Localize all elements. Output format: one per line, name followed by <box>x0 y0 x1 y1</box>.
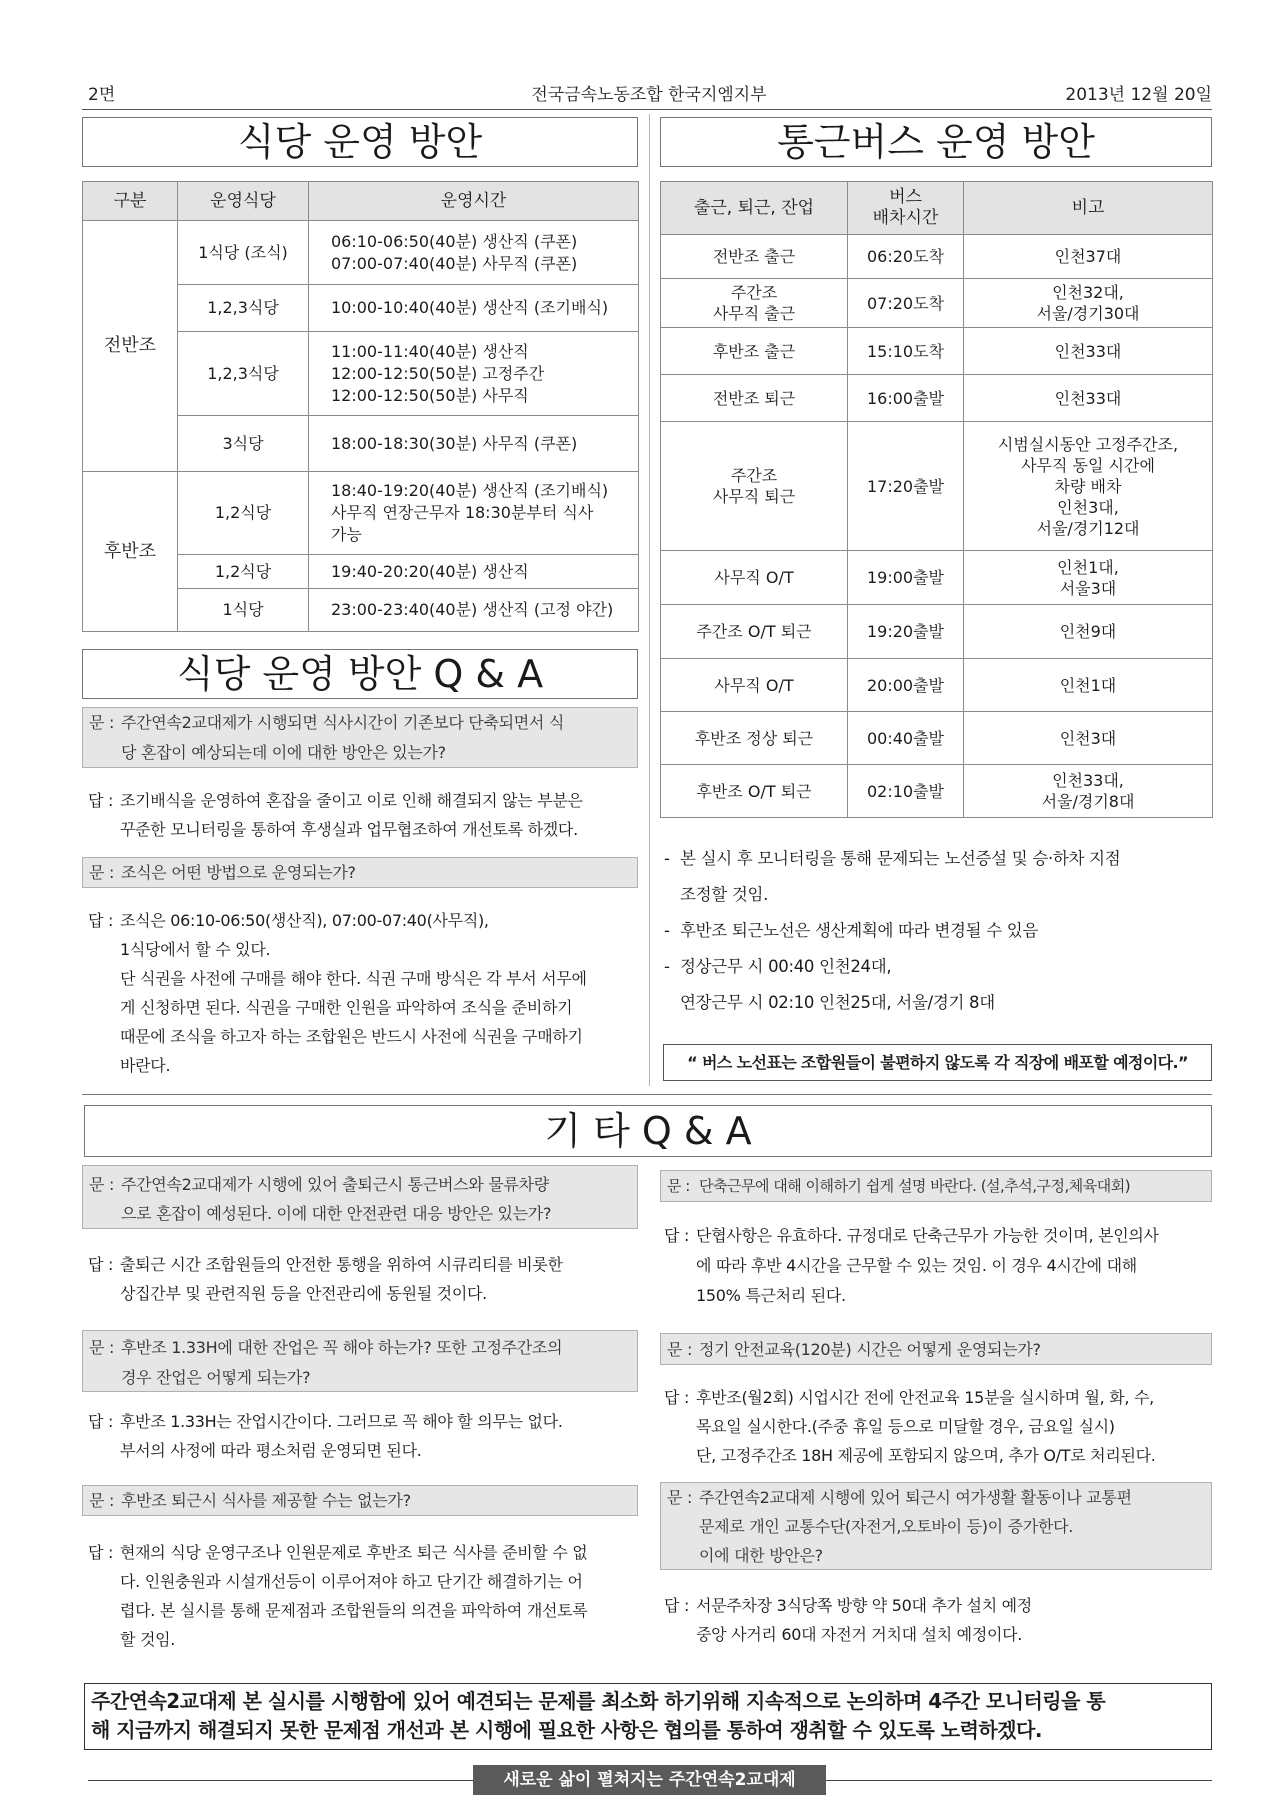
cafeteria-cell: 1,2,3식당 <box>178 332 309 416</box>
bus-section-title: 통근버스 운영 방안 <box>660 117 1212 167</box>
question-label: 문 : <box>667 1488 693 1507</box>
cafeteria-cell: 1,2식당 <box>178 472 309 555</box>
table-row <box>661 235 1213 279</box>
bus-time-cell: 16:00출발 <box>848 375 964 422</box>
trip-cell: 사무직 O/T <box>661 551 848 605</box>
answer-block <box>88 1250 638 1308</box>
question-box <box>660 1170 1212 1202</box>
question-text: 후반조 1.33H에 대한 잔업은 꼭 해야 하는가? 또한 고정주간조의 경우 잔업은 어떻게 되는가? <box>121 1338 563 1387</box>
trip-cell: 주간조 O/T 퇴근 <box>661 605 848 659</box>
bus-time-cell: 06:20도착 <box>848 235 964 279</box>
question-box <box>82 707 638 768</box>
column-header-trip: 출근, 퇴근, 잔업 <box>661 182 848 235</box>
shift-group-cell: 전반조 <box>83 221 178 472</box>
cafeteria-section-title: 식당 운영 방안 <box>82 117 638 167</box>
trip-cell: 주간조 사무직 출근 <box>661 279 848 328</box>
remarks-cell: 시범실시동안 고정주간조, 사무직 동일 시간에 차량 배차 인천3대, 서울/경기12대 <box>964 422 1213 551</box>
table-row <box>83 472 639 555</box>
cafeteria-cell: 3식당 <box>178 416 309 472</box>
answer-label: 답 : <box>88 911 114 930</box>
bus-time-cell: 17:20출발 <box>848 422 964 551</box>
remarks-cell: 인천33대, 서울/경기8대 <box>964 765 1213 818</box>
trip-cell: 주간조 사무직 퇴근 <box>661 422 848 551</box>
table-row <box>661 328 1213 375</box>
conclusion-box: 주간연속2교대제 본 실시를 시행함에 있어 예견되는 문제를 최소화 하기위해 지속적으로 논의하며 4주간 모니터링을 통 해 지금까지 해결되지 못한 문제점 개선과 본 시행에 필요한 사항은 협의를 통하여 쟁취할 수 있도록 노력하겠다. <box>84 1683 1212 1750</box>
note-bullet: - <box>664 957 670 976</box>
question-text: 후반조 퇴근시 식사를 제공할 수는 없는가? <box>121 1491 411 1510</box>
bus-time-cell: 07:20도착 <box>848 279 964 328</box>
note-text: 정상근무 시 00:40 인천24대, 연장근무 시 02:10 인천25대, 서울/경기 8대 <box>680 957 995 1012</box>
trip-cell: 전반조 출근 <box>661 235 848 279</box>
shift-group-cell: 후반조 <box>83 472 178 632</box>
table-row <box>661 279 1213 328</box>
cafeteria-qa-title: 식당 운영 방안 Q & A <box>82 649 638 699</box>
answer-block <box>88 1538 638 1654</box>
answer-block <box>664 1591 1212 1649</box>
trip-cell: 후반조 O/T 퇴근 <box>661 765 848 818</box>
table-header-row <box>83 182 639 221</box>
question-text: 단축근무에 대해 이해하기 쉽게 설명 바란다. (설,추석,구정,체육대회) <box>699 1177 1131 1195</box>
other-qa-title: 기 타 Q & A <box>84 1105 1212 1157</box>
note-bullet: - <box>664 921 670 940</box>
table-header-row <box>661 182 1213 235</box>
publisher-name: 전국금속노동조합 한국지엠지부 <box>531 85 767 105</box>
answer-text: 서문주차장 3식당쪽 방향 약 50대 추가 설치 예정 중앙 사거리 60대 자전거 거치대 설치 예정이다. <box>696 1596 1032 1644</box>
answer-text: 후반조 1.33H는 잔업시간이다. 그러므로 꼭 해야 할 의무는 없다. 부서의 사정에 따라 평소처럼 운영되면 된다. <box>120 1412 563 1460</box>
answer-block <box>88 786 638 844</box>
bus-schedule-table <box>660 181 1213 818</box>
question-label: 문 : <box>89 1338 115 1357</box>
bus-time-cell: 00:40출발 <box>848 712 964 765</box>
column-divider <box>649 114 650 1086</box>
bus-time-cell: 19:00출발 <box>848 551 964 605</box>
remarks-cell: 인천1대 <box>964 659 1213 712</box>
hours-cell: 18:00-18:30(30분) 사무직 (쿠폰) <box>309 416 639 472</box>
hours-cell: 06:10-06:50(40분) 생산직 (쿠폰) 07:00-07:40(40분) 사무직 (쿠폰) <box>309 221 639 285</box>
question-text: 주간연속2교대제가 시행에 있어 출퇴근시 통근버스와 물류차량 으로 혼잡이 예성된다. 이에 대한 안전관련 대응 방안은 있는가? <box>121 1175 552 1223</box>
hours-cell: 10:00-10:40(40분) 생산직 (조기배식) <box>309 285 639 332</box>
column-header-shift: 구분 <box>83 182 178 221</box>
issue-date: 2013년 12월 20일 <box>1065 85 1212 105</box>
question-box <box>82 857 638 888</box>
question-label: 문 : <box>89 1175 115 1194</box>
note-text: 후반조 퇴근노선은 생산계획에 따라 변경될 수 있음 <box>680 921 1039 940</box>
note-item <box>664 913 1212 949</box>
column-header-bus-time: 버스 배차시간 <box>848 182 964 235</box>
table-row <box>661 551 1213 605</box>
answer-label: 답 : <box>88 1412 114 1431</box>
answer-text: 단협사항은 유효하다. 규정대로 단축근무가 가능한 것이며, 본인의사 에 따라 후반 4시간을 근무할 수 있는 것임. 이 경우 4시간에 대해 150% 특근처리 된다. <box>696 1226 1159 1305</box>
answer-block <box>664 1221 1212 1311</box>
question-text: 주간연속2교대제가 시행되면 식사시간이 기존보다 단축되면서 식 당 혼잡이 예상되는데 이에 대한 방안은 있는가? <box>121 713 565 762</box>
table-row <box>661 765 1213 818</box>
bus-time-cell: 20:00출발 <box>848 659 964 712</box>
cafeteria-schedule-table <box>82 181 639 632</box>
answer-text: 조기배식을 운영하여 혼잡을 줄이고 이로 인해 해결되지 않는 부분은 꾸준한 모니터링을 통하여 후생실과 업무협조하여 개선토록 하겠다. <box>120 791 583 839</box>
page-number: 2면 <box>88 85 116 105</box>
answer-block <box>88 906 638 1080</box>
question-label: 문 : <box>89 863 115 882</box>
header-divider <box>82 109 1212 110</box>
question-box <box>660 1482 1212 1570</box>
remarks-cell: 인천33대 <box>964 375 1213 422</box>
remarks-cell: 인천3대 <box>964 712 1213 765</box>
answer-text: 출퇴근 시간 조합원들의 안전한 통행을 위하여 시큐리티를 비롯한 상집간부 및 관련직원 등을 안전관리에 동원될 것이다. <box>120 1255 563 1303</box>
trip-cell: 전반조 퇴근 <box>661 375 848 422</box>
bus-time-cell: 02:10출발 <box>848 765 964 818</box>
question-box <box>660 1333 1212 1365</box>
cafeteria-cell: 1,2,3식당 <box>178 285 309 332</box>
remarks-cell: 인천9대 <box>964 605 1213 659</box>
table-row <box>661 375 1213 422</box>
hours-cell: 23:00-23:40(40분) 생산직 (고정 야간) <box>309 589 639 632</box>
trip-cell: 후반조 출근 <box>661 328 848 375</box>
answer-label: 답 : <box>88 791 114 810</box>
question-label: 문 : <box>89 713 115 732</box>
bus-time-cell: 15:10도착 <box>848 328 964 375</box>
remarks-cell: 인천33대 <box>964 328 1213 375</box>
remarks-cell: 인천37대 <box>964 235 1213 279</box>
question-label: 문 : <box>667 1177 690 1195</box>
table-row <box>661 712 1213 765</box>
column-header-remarks: 비고 <box>964 182 1213 235</box>
question-text: 조식은 어떤 방법으로 운영되는가? <box>121 863 356 882</box>
table-row <box>83 221 639 285</box>
note-bullet: - <box>664 849 670 868</box>
cafeteria-cell: 1식당 <box>178 589 309 632</box>
column-header-hours: 운영시간 <box>309 182 639 221</box>
answer-text: 조식은 06:10-06:50(생산직), 07:00-07:40(사무직), 1식당에서 할 수 있다. 단 식권을 사전에 구매를 해야 한다. 식권 구매 방식은 각 부서 서무에 게 신청하면 된다. 식권을 구매한 인원을 파악하여 조식을 준비하기 때문에 조식을 하고자 하는 조합원은 반드시 사전에 식권을 구매하기 바란다. <box>120 911 587 1075</box>
hours-cell: 18:40-19:20(40분) 생산직 (조기배식) 사무직 연장근무자 18:30분부터 식사 가능 <box>309 472 639 555</box>
remarks-cell: 인천32대, 서울/경기30대 <box>964 279 1213 328</box>
question-label: 문 : <box>667 1340 693 1359</box>
hours-cell: 19:40-20:20(40분) 생산직 <box>309 555 639 589</box>
question-text: 정기 안전교육(120분) 시간은 어떻게 운영되는가? <box>699 1340 1041 1359</box>
section-divider <box>82 1094 1212 1095</box>
table-row <box>661 422 1213 551</box>
answer-label: 답 : <box>88 1255 114 1274</box>
table-row <box>661 605 1213 659</box>
trip-cell: 사무직 O/T <box>661 659 848 712</box>
question-box <box>82 1330 638 1392</box>
note-item <box>664 949 1212 1021</box>
answer-label: 답 : <box>88 1543 114 1562</box>
note-item <box>664 841 1212 913</box>
answer-block <box>88 1407 638 1465</box>
question-text: 주간연속2교대제 시행에 있어 퇴근시 여가생활 활동이나 교통편 문제로 개인 교통수단(자전거,오토바이 등)이 증가한다. 이에 대한 방안은? <box>699 1488 1132 1565</box>
answer-text: 후반조(월2회) 시업시간 전에 안전교육 15분을 실시하며 월, 화, 수, 목요일 실시한다.(주중 휴일 등으로 미달할 경우, 금요일 실시) 단, 고정주간조 18H 제공에 포함되지 않으며, 추가 O/T로 처리된다. <box>696 1388 1156 1465</box>
answer-block <box>664 1383 1212 1470</box>
remarks-cell: 인천1대, 서울3대 <box>964 551 1213 605</box>
trip-cell: 후반조 정상 퇴근 <box>661 712 848 765</box>
hours-cell: 11:00-11:40(40분) 생산직 12:00-12:50(50분) 고정주간 12:00-12:50(50분) 사무직 <box>309 332 639 416</box>
column-header-cafeteria: 운영식당 <box>178 182 309 221</box>
bus-notes <box>664 841 1212 1021</box>
question-box <box>82 1485 638 1516</box>
bus-time-cell: 19:20출발 <box>848 605 964 659</box>
answer-label: 답 : <box>664 1596 690 1615</box>
note-text: 본 실시 후 모니터링을 통해 문제되는 노선증설 및 승·하차 지점 조정할 것임. <box>680 849 1121 904</box>
question-box <box>82 1165 638 1229</box>
footer-slogan: 새로운 삶이 펼쳐지는 주간연속2교대제 <box>473 1765 826 1795</box>
question-label: 문 : <box>89 1491 115 1510</box>
answer-text: 현재의 식당 운영구조나 인원문제로 후반조 퇴근 식사를 준비할 수 없 다. 인원충원과 시설개선등이 이루어져야 하고 단기간 해결하기는 어 렵다. 본 실시를 통해 문제점과 조합원들의 의견을 파악하여 개선토록 할 것임. <box>120 1543 588 1649</box>
cafeteria-cell: 1,2식당 <box>178 555 309 589</box>
table-row <box>661 659 1213 712</box>
bus-route-quote: “ 버스 노선표는 조합원들이 불편하지 않도록 각 직장에 배포할 예정이다.” <box>663 1044 1212 1081</box>
answer-label: 답 : <box>664 1388 690 1407</box>
answer-label: 답 : <box>664 1226 690 1245</box>
cafeteria-cell: 1식당 (조식) <box>178 221 309 285</box>
